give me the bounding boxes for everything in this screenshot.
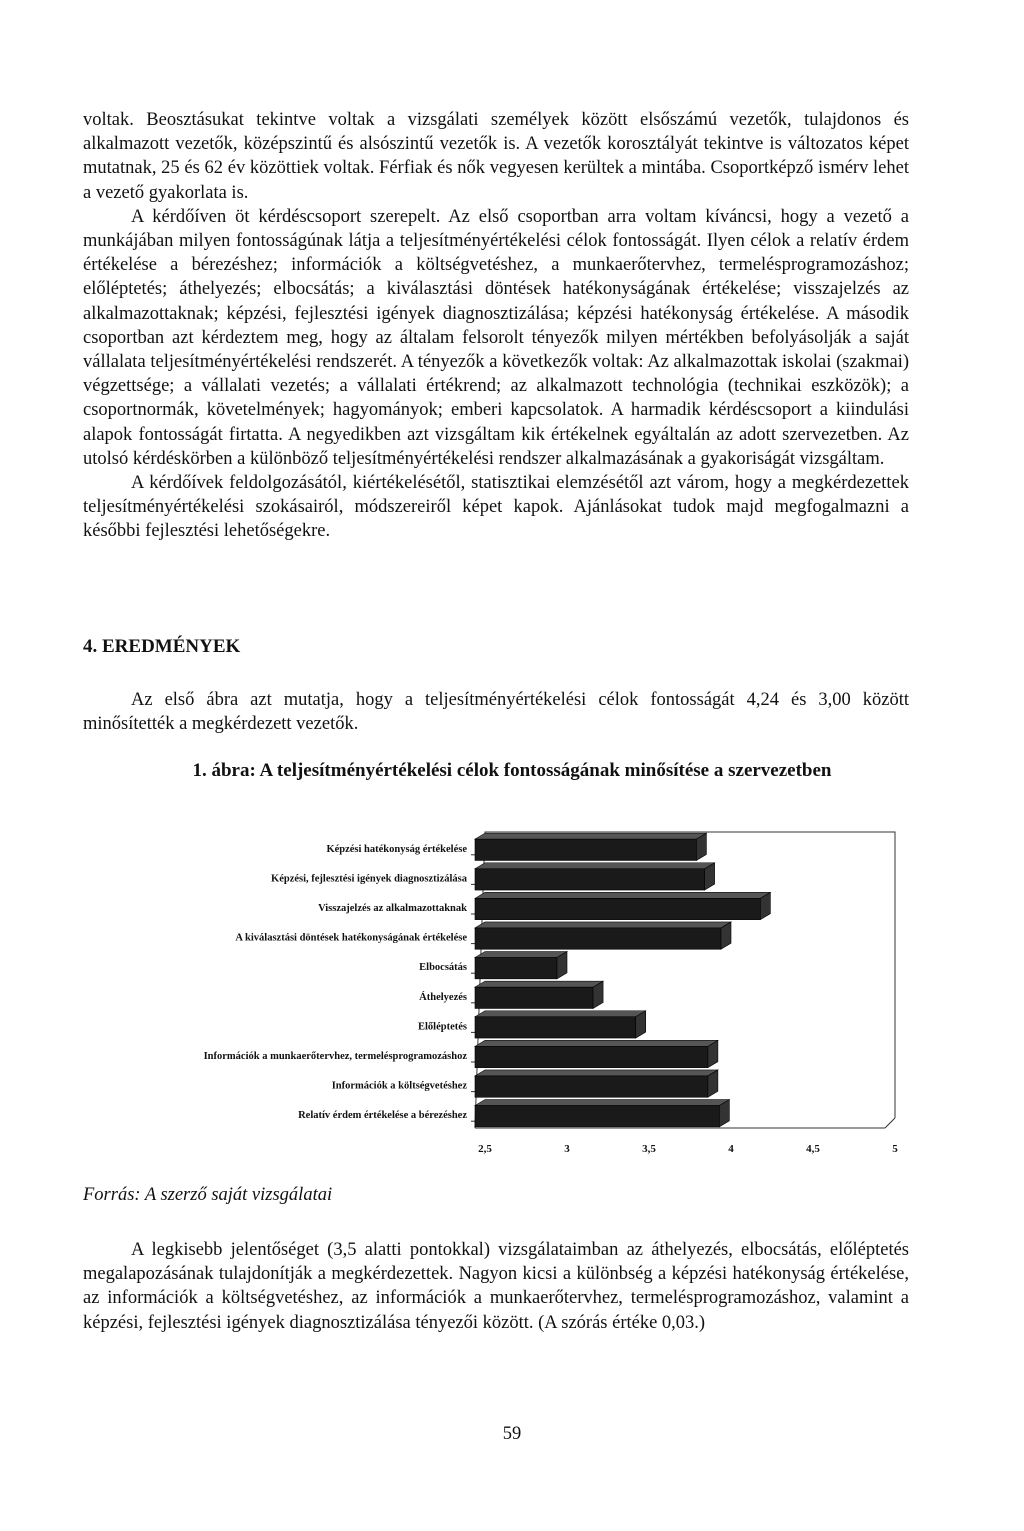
bar	[475, 863, 715, 890]
bar	[475, 833, 706, 860]
category-label: Áthelyezés	[419, 991, 467, 1003]
bar-top-face	[475, 863, 715, 869]
figure-source: Forrás: A szerző saját vizsgálatai	[83, 1185, 333, 1205]
bar-front-face	[475, 1076, 708, 1097]
chart-floor-edge	[885, 1118, 895, 1128]
section-heading: 4. EREDMÉNYEK	[83, 636, 241, 657]
bar-front-face	[475, 839, 696, 860]
results-intro	[83, 688, 909, 736]
x-tick-label: 3	[564, 1143, 570, 1155]
bar-top-face	[475, 1100, 729, 1106]
paragraph: A kérdőívek feldolgozásától, kiértékelésétől, statisztikai elemzésétől azt várom, hogy a megkérdezettek teljesítményértékelési szokásairól, módszereiről képet kapok. Ajánlásokat tudok majd megfogalmazni a későbbi fejlesztési lehetőségekre.	[83, 473, 909, 542]
category-label: Képzési, fejlesztési igények diagnosztizálása	[271, 873, 467, 885]
chart-bars	[475, 833, 770, 1127]
paragraph: A legkisebb jelentőséget (3,5 alatti pontokkal) vizsgálataimban az áthelyezés, elbocsátás, előléptetés megalapozásának tulajdonítják a megkérdezettek. Nagyon kicsi a különbség a képzési hatékonyság értékelése, az információk a költségvetéshez, az információk a munkaerőtervhez, termelésprogramozáshoz, valamint a képzési, fejlesztési igények diagnosztizálása tényezői között. (A szórás értéke 0,03.)	[83, 1240, 909, 1333]
bar-front-face	[475, 1106, 719, 1127]
bar-top-face	[475, 952, 567, 958]
category-label: Visszajelzés az alkalmazottaknak	[318, 903, 467, 914]
bar-front-face	[475, 928, 721, 949]
bar-top-face	[475, 1070, 718, 1076]
paragraph: A kérdőíven öt kérdéscsoport szerepelt. Az első csoportban arra voltam kíváncsi, hogy a vezető a munkájában milyen fontosságúnak látja a teljesítményértékelési célok fontosságát. Ilyen célok a relatív érdem értékelése a bérezéshez; információk a költségvetéshez, a munkaerőtervhez, termelésprogramozáshoz; előléptetés; áthelyezés; elbocsátás; a kiválasztási döntések hatékonyságának értékelése; visszajelzés az alkalmazottaknak; képzési, fejlesztési igények diagnosztizálása; képzési hatékonyság értékelése. A második csoportban azt kérdeztem meg, hogy az általam felsorolt tényezők milyen mértékben befolyásolják a saját vállalata teljesítményértékelési rendszerét. A tényezők a következők voltak: Az alkalmazottak iskolai (szakmai) végzettsége; a vállalati vezetés; a vállalati értékrend; az alkalmazott technológia (technikai eszközök); a csoportnormák, követelmények; hagyományok; emberi kapcsolatok. A harmadik kérdéscsoport a kiindulási alapok fontosságát firtatta. A negyedikben azt vizsgáltam kik értékelnek egyáltalán az adott szervezetben. Az utolsó kérdéskörben a különböző teljesítményértékelési rendszer alkalmazásának a gyakoriságát vizsgáltam.	[83, 206, 909, 469]
bar-top-face	[475, 1040, 718, 1046]
category-label: Előléptetés	[418, 1021, 467, 1033]
category-label: Információk a munkaerőtervhez, termelésprogramozáshoz	[203, 1051, 467, 1062]
bar-front-face	[475, 898, 760, 919]
bar-front-face	[475, 958, 557, 979]
bar	[475, 981, 603, 1008]
bar-top-face	[475, 922, 731, 928]
bar-top-face	[475, 833, 706, 839]
bar	[475, 1070, 718, 1097]
x-tick-label: 4	[728, 1143, 734, 1155]
bar-front-face	[475, 1017, 636, 1038]
bar	[475, 892, 770, 919]
page-number: 59	[502, 1424, 522, 1444]
paragraph: voltak. Beosztásukat tekintve voltak a vizsgálati személyek között elsőszámú vezetők, tulajdonos és alkalmazott vezetők, középszintű és alsószintű vezetők is. A vezetők korosztályát tekintve is változatos képet mutatnak, 25 és 62 év közöttiek voltak. Férfiak és nők vegyesen kerültek a mintába. Csoportképző ismérv lehet a vezető gyakorlata is.	[83, 110, 909, 203]
category-label: A kiválasztási döntések hatékonyságának értékelése	[235, 932, 467, 944]
bar	[475, 952, 567, 979]
bar-top-face	[475, 981, 603, 987]
x-tick-label: 5	[892, 1143, 898, 1155]
x-tick-label: 2,5	[478, 1143, 492, 1155]
figure-title: 1. ábra: A teljesítményértékelési célok fontosságának minősítése a szervezetben	[192, 760, 832, 781]
bar-front-face	[475, 869, 705, 890]
bar	[475, 1100, 729, 1127]
bar-chart	[0, 800, 1024, 1170]
bar-front-face	[475, 987, 593, 1008]
bar-top-face	[475, 1011, 646, 1017]
category-label: Elbocsátás	[419, 962, 467, 974]
x-tick-label: 4,5	[806, 1143, 820, 1155]
chart-tick-labels	[478, 1143, 898, 1155]
category-label: Relatív érdem értékelése a bérezéshez	[298, 1110, 467, 1122]
category-label: Képzési hatékonyság értékelése	[326, 843, 467, 855]
bar	[475, 1040, 718, 1067]
x-tick-label: 3,5	[642, 1143, 656, 1155]
category-label: Információk a költségvetéshez	[331, 1080, 467, 1092]
bar	[475, 1011, 646, 1038]
intro-section	[83, 108, 909, 544]
discussion-section	[83, 1238, 909, 1335]
paragraph: Az első ábra azt mutatja, hogy a teljesítményértékelési célok fontosságát 4,24 és 3,00 között minősítették a megkérdezett vezetők.	[83, 690, 909, 735]
chart-category-labels	[204, 844, 468, 1121]
bar-front-face	[475, 1046, 708, 1067]
bar	[475, 922, 731, 949]
bar-top-face	[475, 892, 770, 898]
